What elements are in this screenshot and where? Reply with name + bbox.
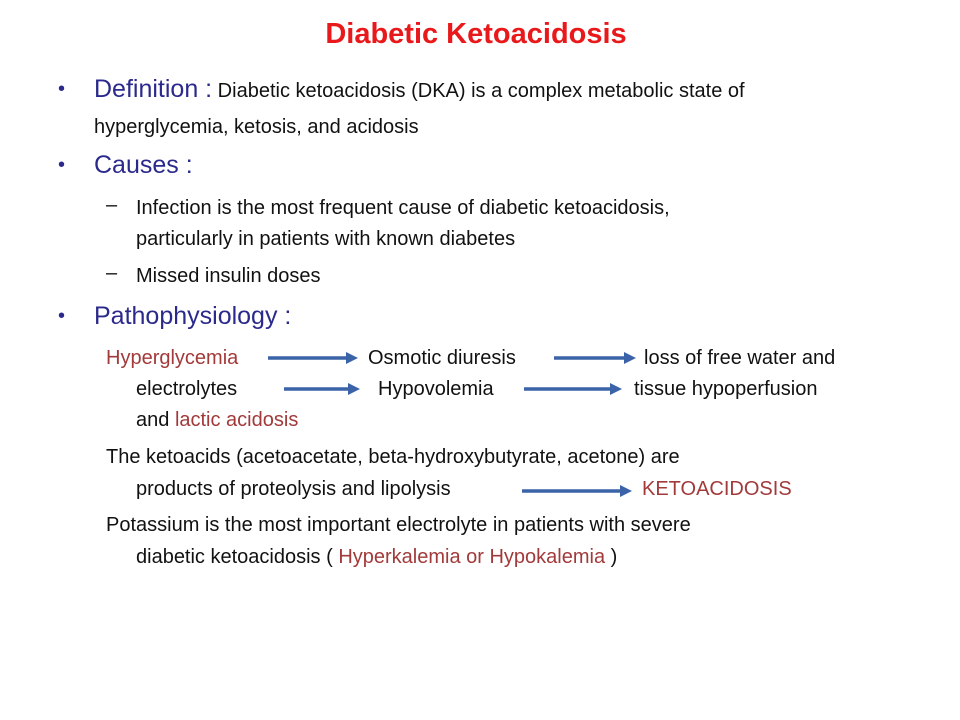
- pathophysiology-heading: Pathophysiology :: [94, 302, 292, 330]
- potassium-line2: [136, 544, 617, 570]
- definition-heading: Definition :: [94, 75, 213, 103]
- ketoacids-line1: The ketoacids (acetoacetate, beta-hydroxybutyrate, acetone) are: [106, 446, 680, 468]
- slide-title: Diabetic Ketoacidosis: [325, 18, 627, 50]
- potassium-line1: Potassium is the most important electrolyte in patients with severe: [106, 514, 691, 536]
- causes-heading: Causes :: [94, 151, 193, 179]
- potassium-line2-suffix: ): [605, 546, 618, 568]
- flow-electrolytes: electrolytes: [136, 378, 238, 400]
- ketoacids-line2: products of proteolysis and lipolysis: [136, 478, 451, 500]
- flow-hyperglycemia: Hyperglycemia: [106, 347, 239, 369]
- definition-text-line1: Diabetic ketoacidosis (DKA) is a complex metabolic state of: [212, 80, 745, 102]
- cause-item-1-line1: Infection is the most frequent cause of diabetic ketoacidosis,: [136, 197, 670, 219]
- flow-hypovolemia: Hypovolemia: [378, 378, 494, 400]
- bullet-icon: •: [58, 154, 66, 176]
- bullet-icon: •: [58, 78, 66, 100]
- cause-item-1-line2: particularly in patients with known diabetes: [136, 228, 516, 250]
- causes-bullet: [58, 150, 458, 186]
- potassium-line2-prefix: diabetic ketoacidosis (: [136, 546, 339, 568]
- cause-item-2-line1: Missed insulin doses: [136, 265, 321, 287]
- flow-tissue-hypoperfusion: tissue hypoperfusion: [634, 378, 818, 400]
- pathophysiology-bullet: [58, 301, 458, 337]
- flow-and: and: [136, 409, 175, 431]
- definition-text-line2: hyperglycemia, ketosis, and acidosis: [94, 116, 419, 138]
- potassium-hyper-hypo: Hyperkalemia or Hypokalemia: [338, 546, 606, 568]
- dash-icon: –: [106, 262, 118, 284]
- flow-loss-free-water: loss of free water and: [644, 347, 836, 369]
- arrow-icon: [284, 380, 360, 400]
- arrow-icon: [524, 380, 622, 400]
- flow-osmotic-diuresis: Osmotic diuresis: [368, 347, 516, 369]
- arrow-icon: [268, 349, 358, 369]
- flow-lactic-acidosis: lactic acidosis: [174, 409, 299, 431]
- arrow-icon: [554, 349, 636, 369]
- flow-and-lactic: [136, 407, 298, 433]
- arrow-icon: [522, 482, 632, 502]
- bullet-icon: •: [58, 305, 66, 327]
- ketoacidosis-result: KETOACIDOSIS: [642, 478, 792, 500]
- definition-bullet: [58, 74, 918, 144]
- dash-icon: –: [106, 194, 118, 216]
